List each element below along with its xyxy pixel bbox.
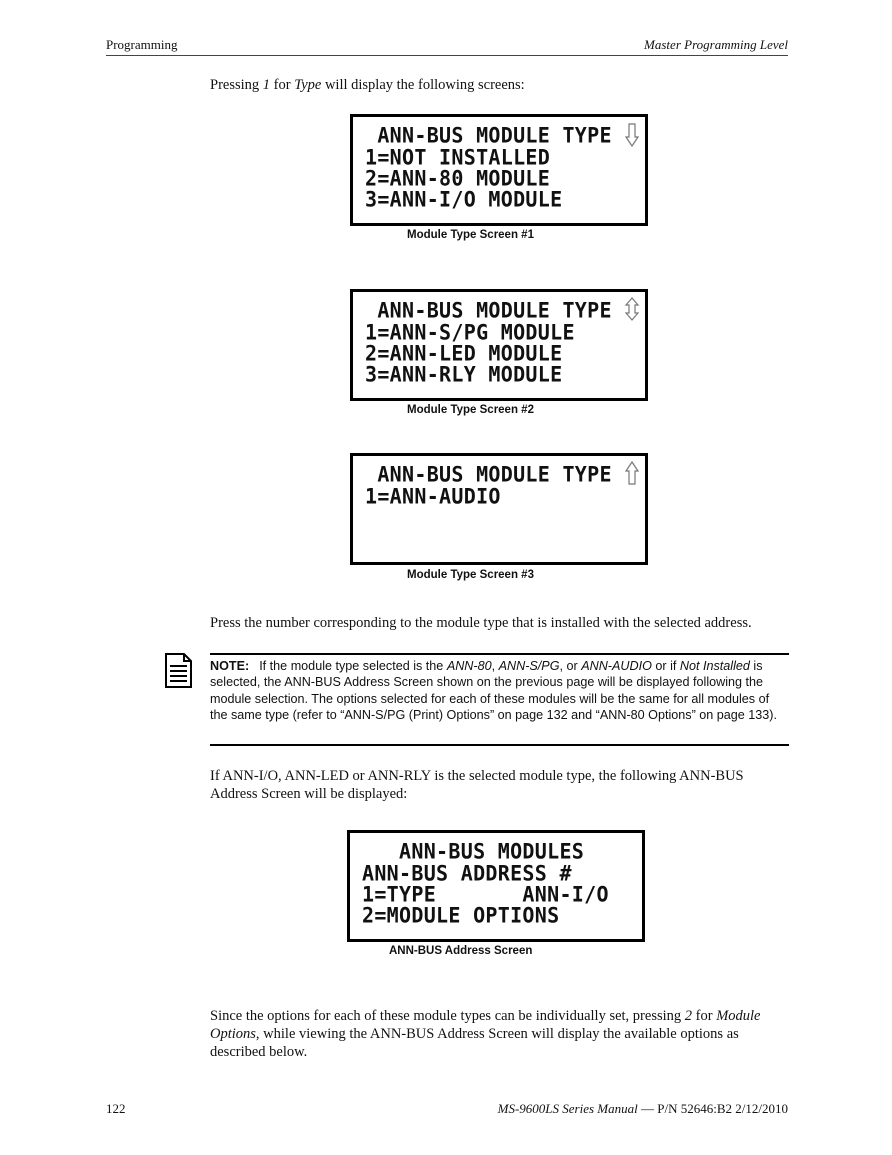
screen-caption-2: Module Type Screen #2 — [407, 404, 534, 416]
lcd-line: 2=ANN-LED MODULE — [365, 340, 563, 366]
since-term: Module Options — [210, 1008, 761, 1042]
lcd-screen-2 — [350, 289, 648, 401]
note-text-part: is selected, the ANN-BUS Address Screen shown on the previous page will be displayed following the module selection. The options selected for each of these modules will be the same for all modules of the same type (refer to “ANN-S/PG (Print) Options” on page 132 and “ANN-80 Options” on page 133). — [210, 659, 777, 723]
down-arrow-icon — [625, 123, 639, 147]
intro-text-2: for — [270, 77, 295, 93]
note-document-icon — [164, 652, 193, 689]
intro-text-3: will display the following screens: — [321, 77, 525, 93]
note-term: Not Installed — [679, 659, 750, 673]
lcd-line: ANN-BUS ADDRESS # — [362, 860, 572, 886]
note-text-part: , or — [559, 659, 582, 673]
intro-term: Type — [294, 77, 322, 93]
address-screen-caption: ANN-BUS Address Screen — [389, 945, 533, 957]
lcd-line: ANN-BUS MODULE TYPE — [365, 297, 612, 323]
page-number: 122 — [106, 1101, 126, 1116]
if-paragraph: If ANN-I/O, ANN-LED or ANN-RLY is the selected module type, the following ANN-BUS Address Screen will be displayed: — [210, 768, 744, 802]
lcd-line: ANN-BUS MODULES — [362, 838, 585, 864]
footer-manual-title: MS-9600LS Series Manual — [497, 1101, 638, 1116]
since-text: Since the options for each of these module types can be individually set, pressing — [210, 1008, 685, 1024]
footer-manual-info — [498, 1101, 788, 1117]
lcd-line: 3=ANN-RLY MODULE — [365, 361, 563, 387]
footer-part-number: — P/N 52646:B2 2/12/2010 — [637, 1101, 788, 1116]
press-paragraph: Press the number corresponding to the module type that is installed with the selected address. — [210, 615, 752, 631]
lcd-line: 2=ANN-80 MODULE — [365, 165, 551, 191]
header-section-title: Programming — [106, 37, 178, 52]
note-top-rule — [210, 653, 789, 655]
lcd-screen-1 — [350, 114, 648, 226]
lcd-address-screen — [347, 830, 645, 942]
lcd-line: ANN-BUS MODULE TYPE — [365, 122, 612, 148]
header-rule — [106, 55, 788, 56]
header-chapter-title: Master Programming Level — [644, 37, 788, 52]
note-bottom-rule — [210, 744, 789, 746]
note-text-part: or if — [651, 659, 680, 673]
since-key: 2 — [684, 1008, 693, 1024]
since-text-3: , while viewing the ANN-BUS Address Screen will display the available options as described below. — [210, 1026, 739, 1060]
intro-text: Pressing — [210, 77, 263, 93]
lcd-line: 3=ANN-I/O MODULE — [365, 186, 563, 212]
since-text-2: for — [692, 1008, 717, 1024]
note-text — [210, 658, 790, 724]
lcd-screen-3 — [350, 453, 648, 565]
lcd-line: ANN-BUS MODULE TYPE — [365, 461, 612, 487]
screen-caption-3: Module Type Screen #3 — [407, 569, 534, 581]
lcd-line: 1=ANN-AUDIO — [365, 483, 501, 509]
note-term: ANN-80 — [446, 659, 492, 673]
intro-key: 1 — [262, 77, 271, 93]
note-text-part: , — [491, 659, 499, 673]
lcd-line: 1=TYPE ANN-I/O — [362, 881, 609, 907]
up-down-arrow-icon — [625, 297, 639, 321]
note-term: ANN-S/PG — [498, 659, 560, 673]
up-arrow-icon — [625, 461, 639, 485]
intro-paragraph — [210, 76, 525, 94]
lcd-line: 2=MODULE OPTIONS — [362, 902, 560, 928]
lcd-line: 1=NOT INSTALLED — [365, 144, 551, 170]
note-text-part: If the module type selected is the — [259, 659, 447, 673]
lcd-line: 1=ANN-S/PG MODULE — [365, 319, 575, 345]
screen-caption-1: Module Type Screen #1 — [407, 229, 534, 241]
since-paragraph — [210, 1007, 775, 1061]
note-label: NOTE: — [210, 659, 250, 673]
note-term: ANN-AUDIO — [581, 659, 652, 673]
